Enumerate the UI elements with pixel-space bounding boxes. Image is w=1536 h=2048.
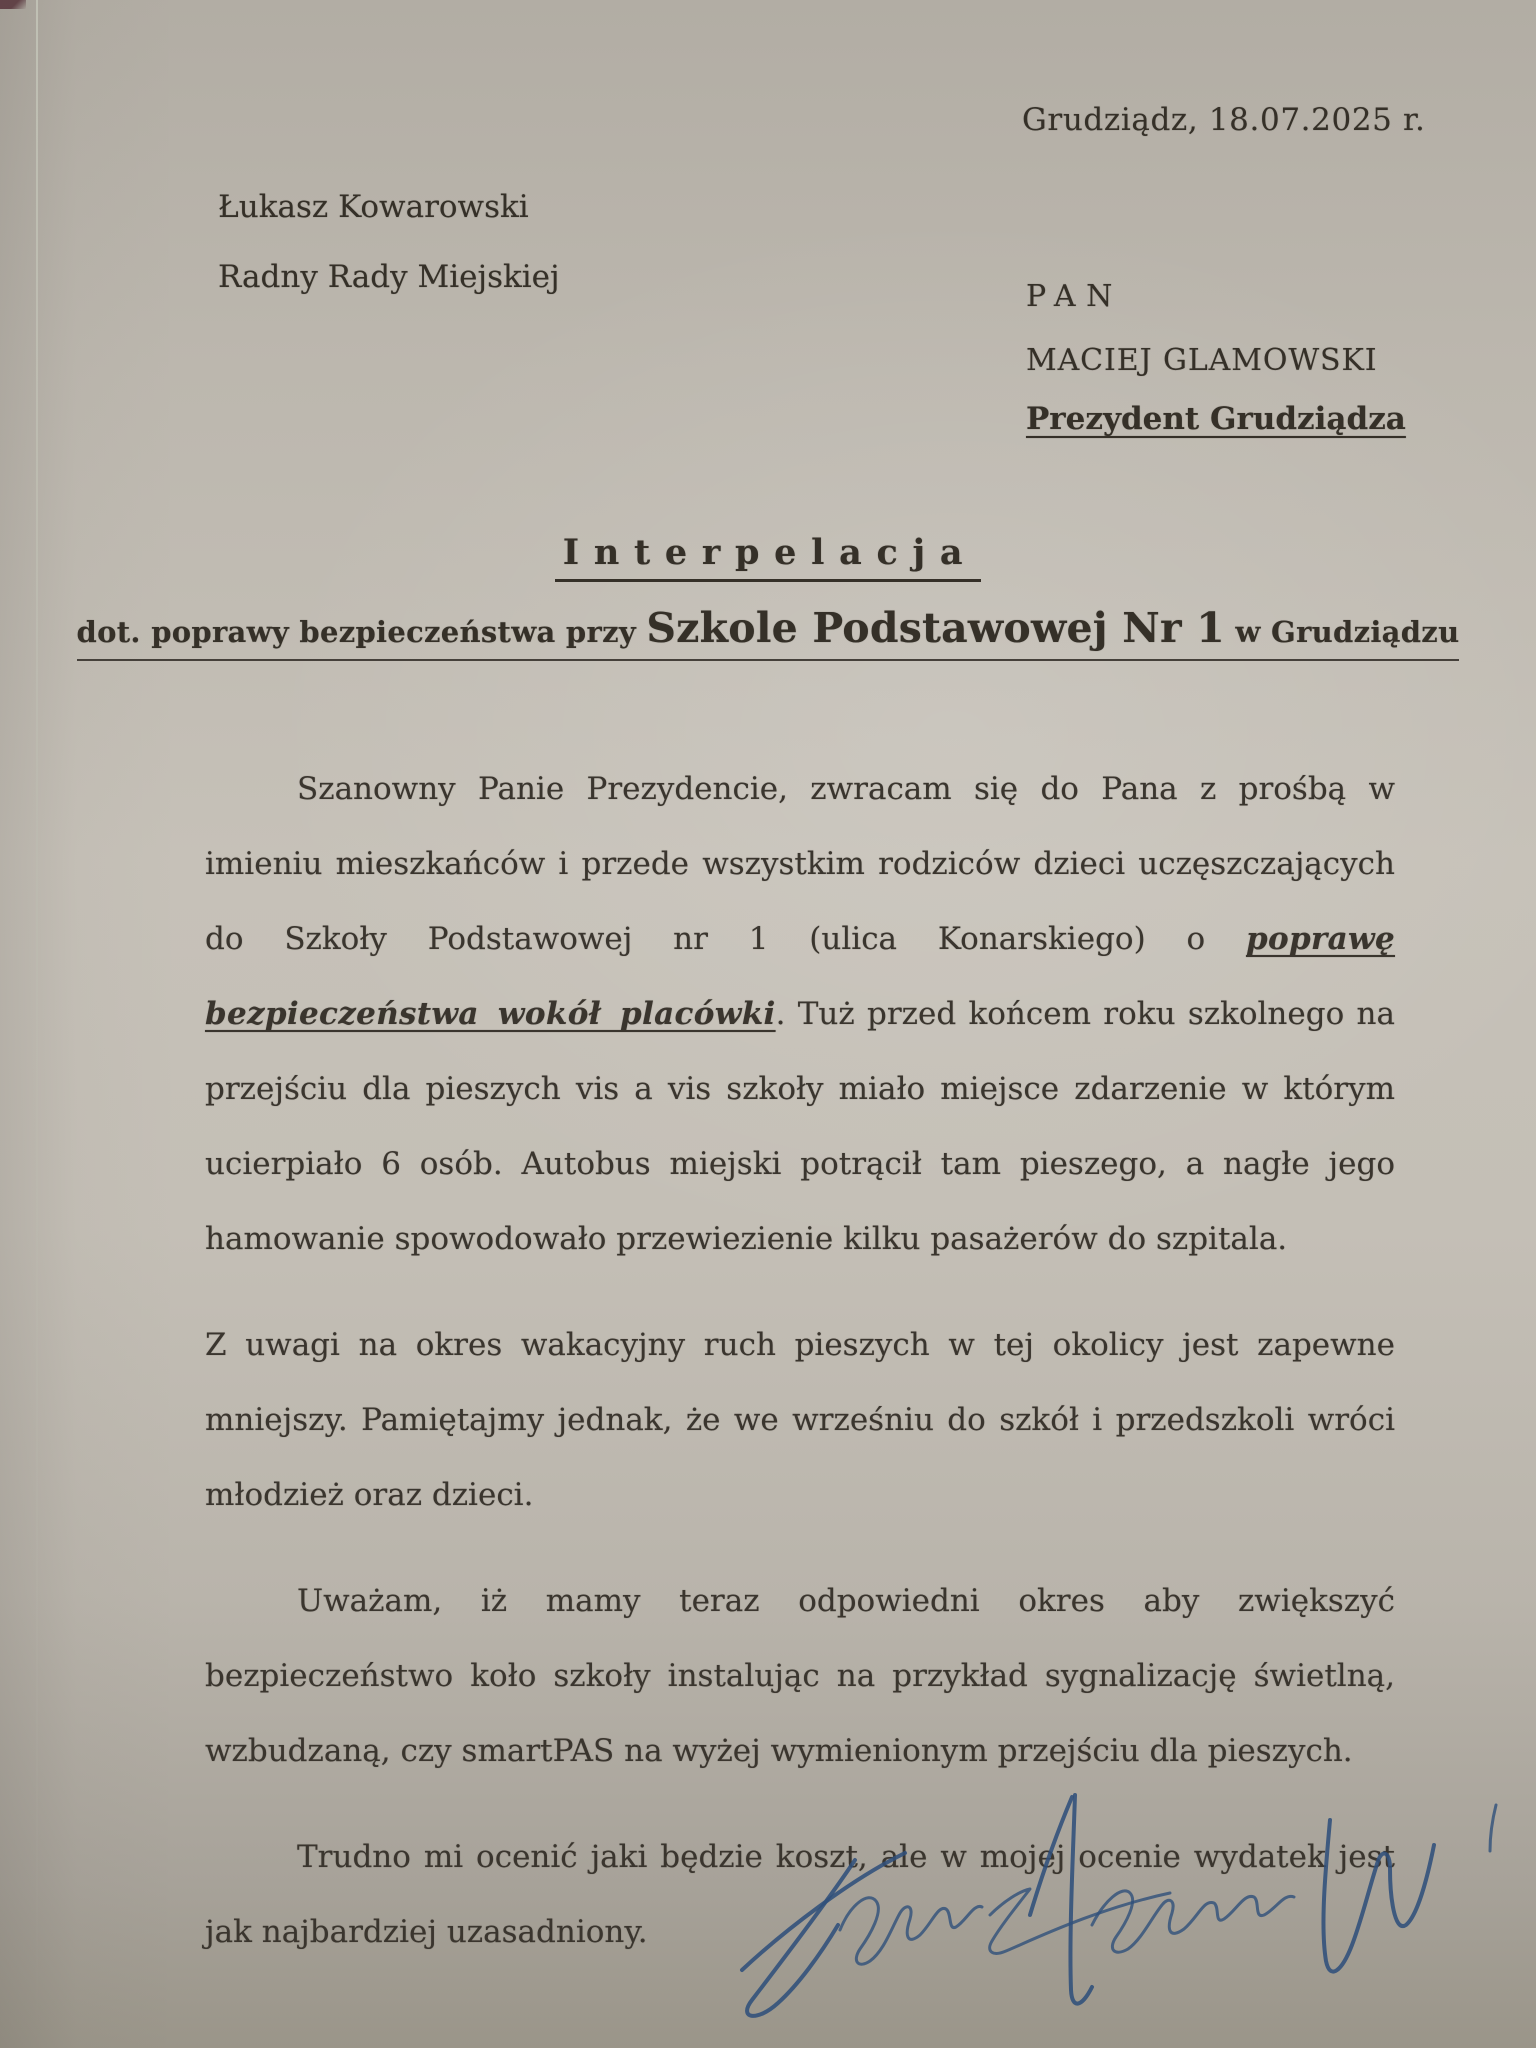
document-subject [0, 604, 1536, 661]
document-subject-line [77, 604, 1460, 661]
paragraph-4: Trudno mi ocenić jaki będzie koszt, ale w mojej ocenie wydatek jest jak najbardziej uzasadniony. [205, 1839, 1395, 1950]
recipient-name: MACIEJ GLAMOWSKI [1026, 343, 1378, 378]
dateline: Grudziądz, 18.07.2025 r. [1022, 102, 1426, 138]
paragraph-2: Z uwagi na okres wakacyjny ruch pieszych w tej okolicy jest zapewne mniejszy. Pamiętajmy jednak, że we wrześniu do szkół i przedszkoli wróci młodzież oraz dzieci. [205, 1327, 1395, 1513]
subject-prefix: dot. poprawy bezpieczeństwa przy [76, 615, 647, 649]
subject-suffix: w Grudziądzu [1225, 615, 1460, 649]
recipient-block [1026, 279, 1406, 437]
signature-handwriting [690, 1765, 1530, 2045]
document-title [0, 532, 1536, 582]
sender-name: Łukasz Kowarowski [218, 189, 529, 225]
photo-corner-artifact [0, 0, 26, 9]
paragraph-1-post: . Tuż przed końcem roku szkolnego na przejściu dla pieszych vis a vis szkoły miało miejsce zdarzenie w którym ucierpiało 6 osób. Autobus miejski potrącił tam pieszego, a nagłe jego hamowanie spowodowało przewiezienie kilku pasażerów do szpitala. [205, 996, 1395, 1257]
signature-ink-svg [690, 1765, 1530, 2045]
subject-emphasis: Szkole Podstawowej Nr 1 [646, 604, 1225, 652]
document-title-text: Interpelacja [555, 532, 981, 582]
recipient-salutation: PAN [1026, 279, 1123, 314]
sender-role: Radny Rady Miejskiej [218, 259, 560, 295]
sender-block [218, 172, 560, 312]
paragraph-1-pre: Szanowny Panie Prezydencie, zwracam się do Pana z prośbą w imieniu mieszkańców i przede wszystkim rodziców dzieci uczęszczających do Szkoły Podstawowej nr 1 (ulica Konarskiego) o [205, 771, 1395, 957]
paragraph-3: Uważam, iż mamy teraz odpowiedni okres aby zwiększyć bezpieczeństwo koło szkoły instalując na przykład sygnalizację świetlną, wzbudzaną, czy smartPAS na wyżej wymienionym przejściu dla pieszych. [205, 1583, 1395, 1769]
paper-edge-seam [36, 0, 38, 2048]
paragraph-1 [205, 752, 1395, 1277]
paragraph-1-emphasis: poprawę bezpieczeństwa wokół placówki [205, 921, 1395, 1032]
recipient-role: Prezydent Grudziądza [1026, 401, 1406, 437]
